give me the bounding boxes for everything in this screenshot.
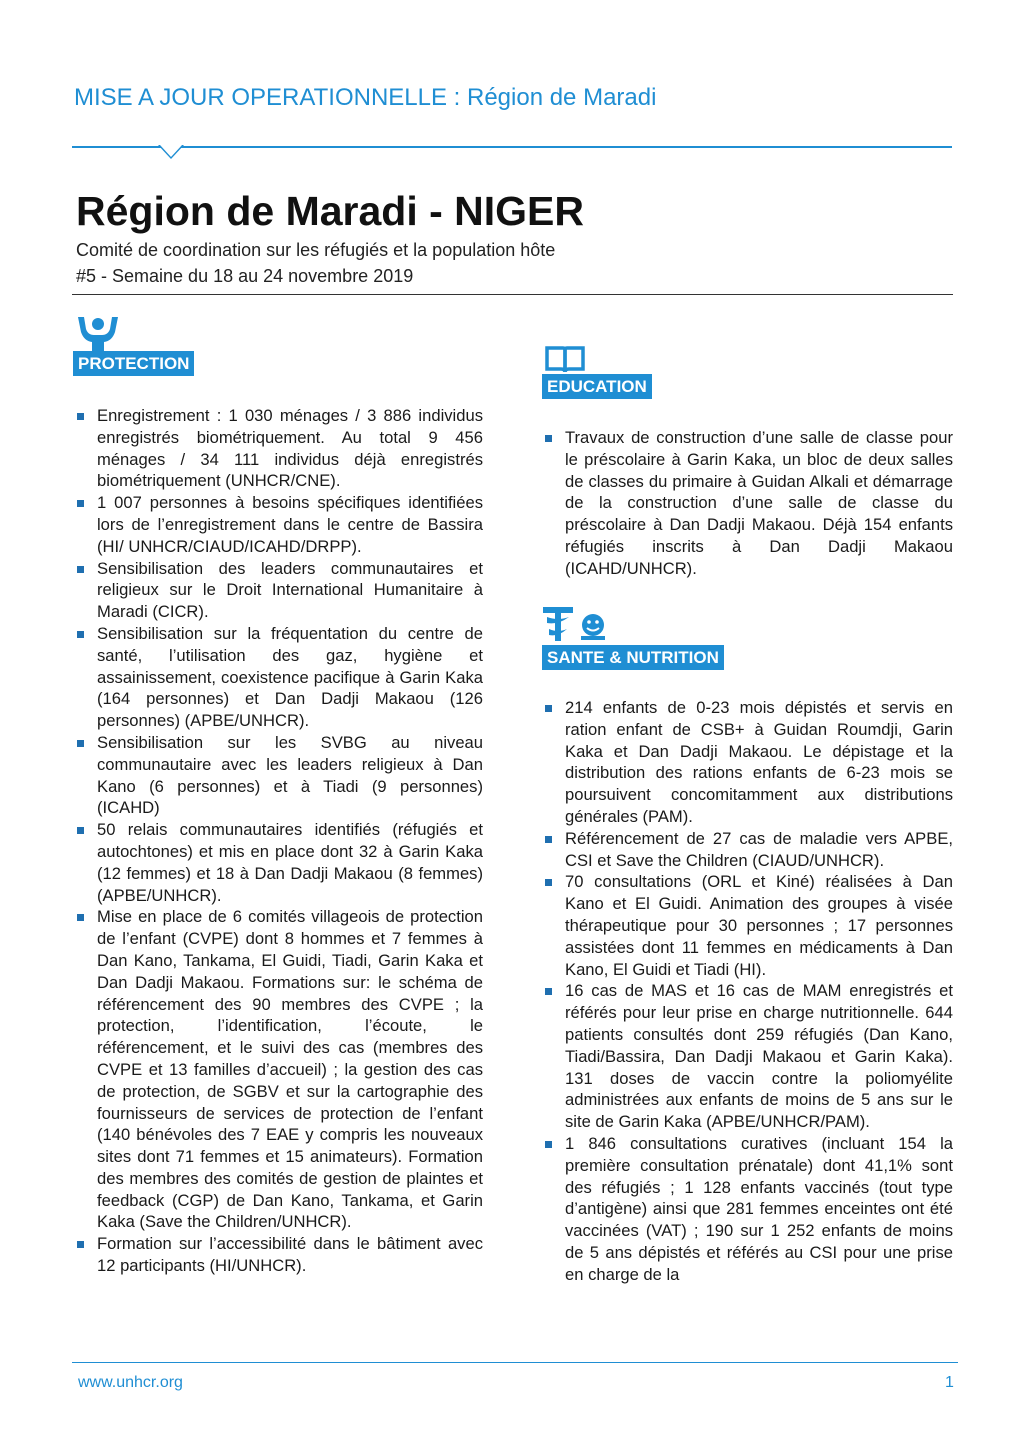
education-list bbox=[543, 427, 953, 580]
running-header: MISE A JOUR OPERATIONNELLE : Région de Maradi bbox=[74, 84, 657, 111]
section-label-sante-nutrition: SANTE & NUTRITION bbox=[542, 645, 724, 670]
list-item: Formation sur l’accessibilité dans le bâtiment avec 12 participants (HI/UNHCR). bbox=[75, 1233, 483, 1277]
page-title: Région de Maradi - NIGER bbox=[76, 188, 584, 234]
page-subtitle: Comité de coordination sur les réfugiés et la population hôte bbox=[76, 240, 556, 260]
list-item: Référencement de 27 cas de maladie vers APBE, CSI et Save the Children (CIAUD/UNHCR). bbox=[543, 828, 953, 872]
report-week: #5 - Semaine du 18 au 24 novembre 2019 bbox=[76, 266, 414, 286]
list-item: Sensibilisation sur les SVBG au niveau communautaire avec les leaders religieux à Dan Kano (6 personnes) et à Tiadi (9 personnes) (ICAHD) bbox=[75, 732, 483, 819]
list-item: 1 846 consultations curatives (incluant 154 la première consultation prénatale) dont 41,1% sont des réfugiés ; 1 128 enfants vaccinés (tout type d’antigène) ainsi que 281 femmes enceintes ont été vaccinées (VAT) ; 190 sur 1 252 enfants de moins de 5 ans dépistés et référés au CSI pour une prise en charge de la bbox=[543, 1133, 953, 1286]
header-divider bbox=[72, 146, 952, 148]
list-item: 214 enfants de 0-23 mois dépistés et servis en ration enfant de CSB+ à Guidan Roumdji, Garin Kaka et Dan Dadji Makaou. Le dépistage et la distribution des rations enfants de 6-23 mois se poursuivent concomitamment aux distributions générales (PAM). bbox=[543, 697, 953, 828]
list-item: Sensibilisation des leaders communautaires et religieux sur le Droit International Humanitaire à Maradi (CICR). bbox=[75, 558, 483, 623]
protection-list bbox=[75, 405, 483, 1277]
health-nutrition-icon bbox=[541, 605, 609, 648]
list-item: Enregistrement : 1 030 ménages / 3 886 individus enregistrés biométriquement. Au total 9 456 ménages / 34 111 individus déjà enregistrés biométriquement (UNHCR/CNE). bbox=[75, 405, 483, 492]
page-number: 1 bbox=[945, 1374, 954, 1391]
list-item: 1 007 personnes à besoins spécifiques identifiées lors de l’enregistrement dans le centre de Bassira (HI/ UNHCR/CIAUD/ICAHD/DRPP). bbox=[75, 492, 483, 557]
list-item: Sensibilisation sur la fréquentation du centre de santé, l’utilisation des gaz, hygiène et assainissement, coexistence pacifique à Garin Kaka (164 personnes) et Dan Dadji Makaou (126 personnes) (APBE/UNHCR). bbox=[75, 623, 483, 732]
footer-website-link[interactable]: www.unhcr.org bbox=[78, 1374, 183, 1391]
list-item: 70 consultations (ORL et Kiné) réalisées à Dan Kano et El Guidi. Animation des groupes à visée thérapeutique pour 30 personnes ; 17 personnes assistées dont 11 femmes en médicaments à Dan Kano, El Guidi et Tiadi (HI). bbox=[543, 871, 953, 980]
section-label-protection: PROTECTION bbox=[73, 351, 194, 376]
list-item: Travaux de construction d’une salle de classe pour le préscolaire à Garin Kaka, un bloc de deux salles de classes du primaire à Guidan Alkali et démarrage de la construction d’une salle de classe du préscolaire à Dan Dadji Makaou. Déjà 154 enfants réfugiés inscrits à Dan Dadji Makaou (ICAHD/UNHCR). bbox=[543, 427, 953, 580]
header-notch-fill bbox=[160, 145, 182, 157]
title-divider bbox=[72, 294, 953, 295]
list-item: 16 cas de MAS et 16 cas de MAM enregistrés et référés pour leur prise en charge nutritionnelle. 644 patients consultés dont 259 réfugiés (Dan Kano, Tiadi/Bassira, Dan Dadji Makaou et Garin Kaka). 131 doses de vaccin contre la poliomyélite administrées aux enfants de moins de 5 ans sur le site de Garin Kaka (APBE/UNHCR/PAM). bbox=[543, 980, 953, 1133]
footer-divider bbox=[72, 1362, 958, 1363]
list-item: 50 relais communautaires identifiés (réfugiés et autochtones) et mis en place dont 32 à Garin Kaka (12 femmes) et 18 à Dan Dadji Makaou (8 femmes) (APBE/UNHCR). bbox=[75, 819, 483, 906]
list-item: Mise en place de 6 comités villageois de protection de l’enfant (CVPE) dont 8 hommes et 7 femmes à Dan Kano, Tankama, El Guidi, Tiadi, Garin Kaka et Dan Dadji Makaou. Formations sur: le schéma de référencement des 90 membres des CVPE ; la protection, l’identification, l’écoute, le référencement, et le suivi des cas (membres des CVPE et 13 familles d’accueil) ; la gestion des cas de protection, de SGBV et sur la cartographie des fournisseurs de services de protection de l’enfant (140 bénévoles des 7 EAE y compris les nouveaux sites dont 71 femmes et 15 animateurs). Formation des membres des comités de gestion de plaintes et feedback (CGP) de Dan Kano, Tankama, et Garin Kaka (Save the Children/UNHCR). bbox=[75, 906, 483, 1233]
sante-nutrition-list bbox=[543, 697, 953, 1286]
section-label-education: EDUCATION bbox=[542, 374, 652, 399]
